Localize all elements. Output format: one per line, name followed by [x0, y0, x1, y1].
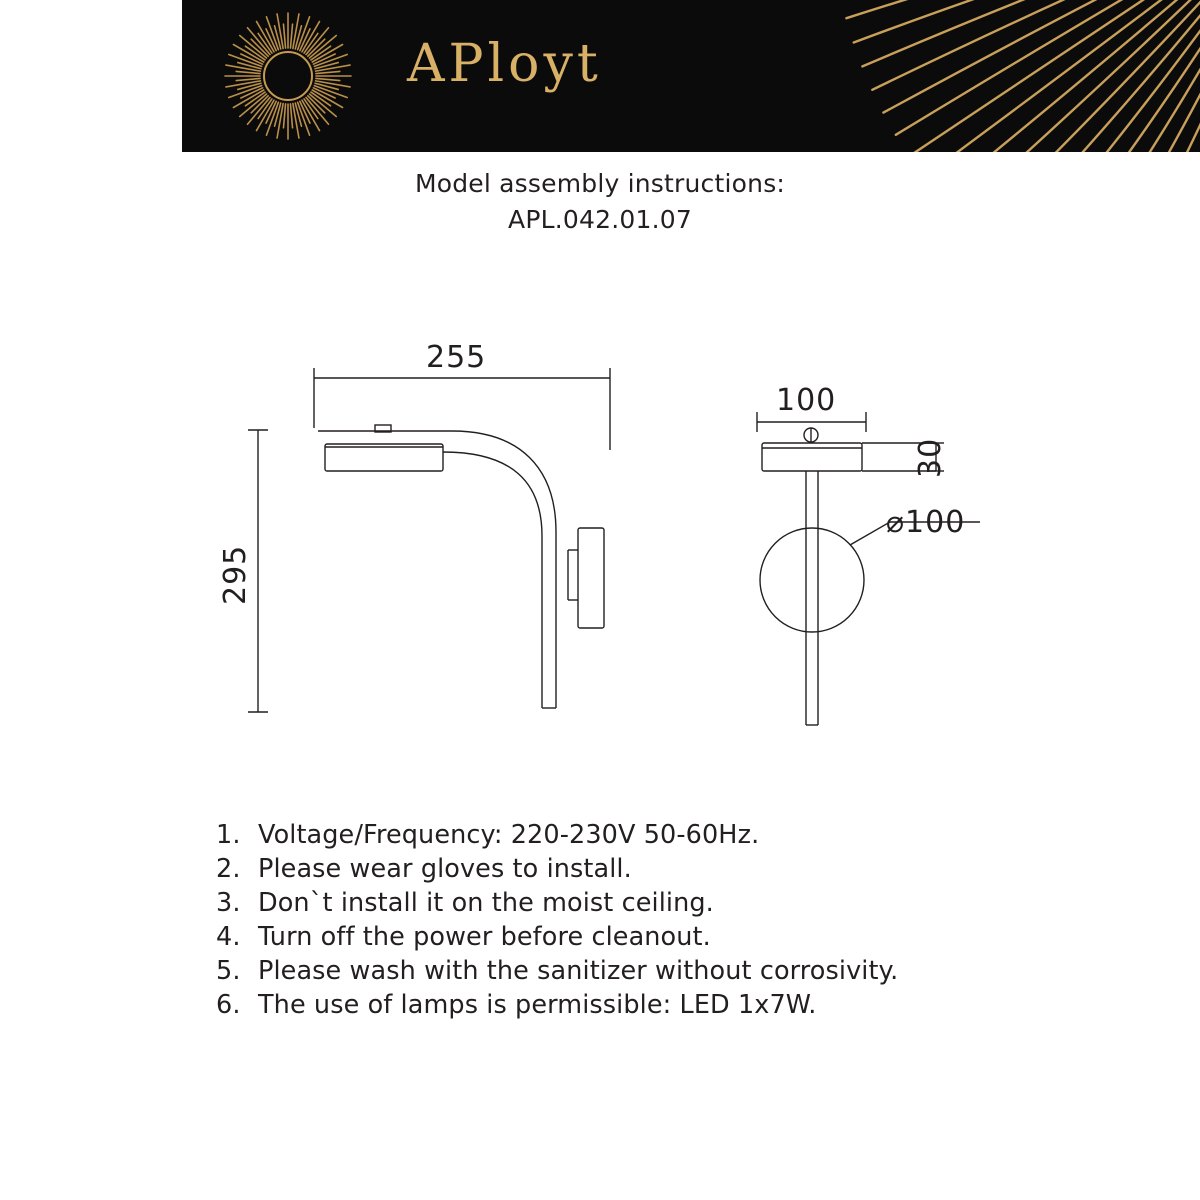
list-item-text: Turn off the power before cleanout.: [258, 922, 711, 952]
dimension-diameter-100: ⌀100: [886, 505, 966, 540]
list-item-number: 3.: [216, 888, 241, 918]
list-item-text: Don`t install it on the moist ceiling.: [258, 888, 714, 918]
list-item: [216, 988, 1116, 1022]
dimension-cap-height-30: 30: [913, 437, 948, 478]
sunburst-icon: [222, 10, 354, 142]
dimension-height-295: 295: [218, 544, 253, 605]
list-item: [216, 852, 1116, 886]
list-item-number: 5.: [216, 956, 241, 986]
list-item-text: Voltage/Frequency: 220-230V 50-60Hz.: [258, 820, 760, 850]
fan-rays-icon: [830, 0, 1200, 152]
list-item: [216, 920, 1116, 954]
list-item-number: 2.: [216, 854, 241, 884]
list-item: [216, 954, 1116, 988]
list-item-text: The use of lamps is permissible: LED 1x7W.: [258, 990, 817, 1020]
list-item-number: 6.: [216, 990, 241, 1020]
drawing-svg: [0, 300, 1200, 800]
title-line-2: APL.042.01.07: [508, 205, 692, 234]
page-title: [0, 166, 1200, 238]
instruction-list: [216, 818, 1116, 1022]
list-item: [216, 818, 1116, 852]
brand-banner: [182, 0, 1200, 152]
brand-name: APloyt: [407, 34, 602, 94]
list-item-text: Please wear gloves to install.: [258, 854, 632, 884]
technical-drawing: [0, 300, 1200, 800]
list-item: [216, 886, 1116, 920]
list-item-text: Please wash with the sanitizer without corrosivity.: [258, 956, 899, 986]
list-item-number: 1.: [216, 820, 241, 850]
title-line-1: Model assembly instructions:: [414, 169, 786, 198]
list-item-number: 4.: [216, 922, 241, 952]
dimension-front-width-100: 100: [776, 383, 837, 418]
dimension-width-255: 255: [426, 340, 487, 375]
